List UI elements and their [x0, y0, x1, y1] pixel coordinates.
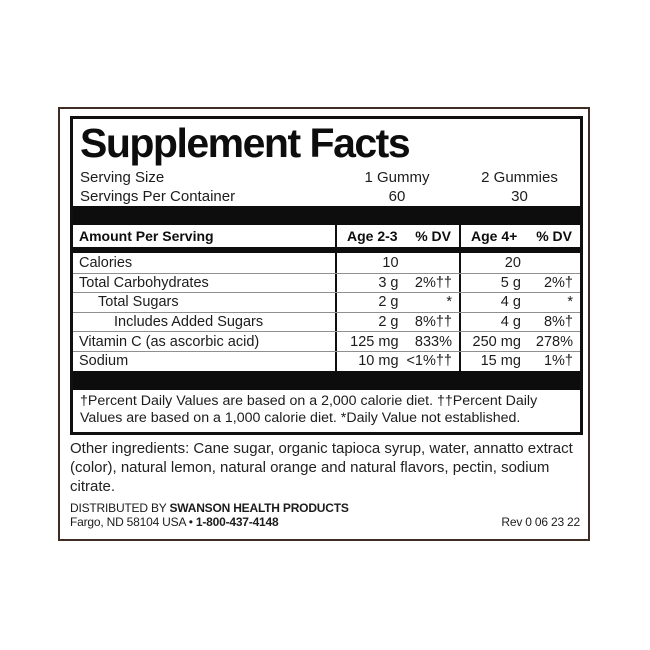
nutrient-name: Total Carbohydrates: [79, 274, 209, 291]
nutrient-name: Includes Added Sugars: [114, 314, 264, 331]
address-and-phone: [70, 515, 278, 529]
age-4plus-header-cell: [459, 225, 580, 247]
table-row-sodium: [73, 351, 580, 371]
amount-value: 20: [504, 254, 521, 271]
dv-value: *: [567, 294, 573, 311]
amount-value: 4 g: [500, 314, 521, 331]
nutrient-name: Vitamin C (as ascorbic acid): [79, 333, 260, 350]
serving-size-col1: 1 Gummy: [364, 169, 430, 186]
amount-value: 10 mg: [358, 353, 399, 370]
amount-value: 5 g: [500, 274, 521, 291]
dv-value: 8%†: [543, 314, 573, 331]
amount-value: 4 g: [500, 294, 521, 311]
age-2-3-label: Age 2-3: [347, 228, 398, 244]
amount-value: 2 g: [378, 294, 399, 311]
servings-per-container-row: [73, 187, 580, 206]
distributed-by-text: DISTRIBUTED BY: [70, 500, 170, 515]
phone-number: 1-800-437-4148: [195, 514, 279, 529]
age-2-3-header-cell: [335, 225, 459, 247]
dv-value: [399, 255, 452, 271]
amount-value: 3 g: [378, 274, 399, 291]
table-row-calories: [73, 253, 580, 273]
table-row-vitamin-c: [73, 331, 580, 351]
servings-per-container-label: Servings Per Container: [80, 188, 236, 205]
servings-per-container-col2: 30: [511, 188, 528, 205]
daily-value-footnote: †Percent Daily Values are based on a 2,000 calorie diet. ††Percent Daily Values are based on a 1,000 calorie diet. *Daily Value not established.: [80, 392, 538, 427]
table-row-added-sugars: [73, 312, 580, 332]
amount-value: 15 mg: [480, 353, 521, 370]
dv-value: 2%††: [414, 274, 452, 291]
table-row-total-sugars: [73, 292, 580, 312]
supplement-label: [58, 107, 590, 541]
revision-code: Rev 0 06 23 22: [501, 514, 580, 529]
divider-bar-bottom: [73, 371, 580, 390]
dv-value: 2%†: [543, 274, 573, 291]
divider-bar-top: [73, 206, 580, 225]
dv-value: <1%††: [406, 353, 452, 370]
dv-value: 8%††: [414, 314, 452, 331]
distributor-line1: [70, 501, 580, 515]
supplement-facts-panel: [70, 116, 583, 435]
dv-value: 1%†: [543, 353, 573, 370]
dv-value: 833%: [414, 333, 452, 350]
table-header-row: [73, 225, 580, 247]
address-text: Fargo, ND 58104 USA •: [70, 514, 196, 529]
serving-size-row: [73, 168, 580, 187]
company-name: SWANSON HEALTH PRODUCTS: [169, 500, 349, 515]
amount-value: 250 mg: [472, 333, 521, 350]
other-ingredients-text: Other ingredients: Cane sugar, organic tapioca syrup, water, annatto extract (color), natural lemon, natural orange and natural flavors, pectin, sodium citrate.: [70, 439, 573, 495]
amount-value: 2 g: [378, 314, 399, 331]
age-4plus-label: Age 4+: [471, 228, 518, 244]
amount-value: 125 mg: [350, 333, 399, 350]
dv-value: *: [446, 294, 452, 311]
distributor-block: [60, 496, 588, 529]
amount-value: 10: [382, 254, 399, 271]
serving-size-col2: 2 Gummies: [481, 169, 558, 186]
nutrient-name: Total Sugars: [98, 294, 179, 311]
amount-per-serving-header: Amount Per Serving: [79, 228, 214, 244]
distributor-line2: [70, 515, 580, 529]
table-row-total-carbohydrates: [73, 273, 580, 293]
dv-header-2: % DV: [536, 228, 572, 244]
servings-per-container-col1: 60: [388, 188, 406, 205]
dv-header-1: % DV: [415, 228, 451, 244]
serving-size-label: Serving Size: [80, 169, 165, 186]
nutrient-name: Sodium: [79, 353, 129, 370]
panel-title: Supplement Facts: [80, 120, 410, 166]
dv-value: [521, 255, 573, 271]
dv-value: 278%: [535, 333, 573, 350]
nutrient-name: Calories: [79, 254, 133, 271]
